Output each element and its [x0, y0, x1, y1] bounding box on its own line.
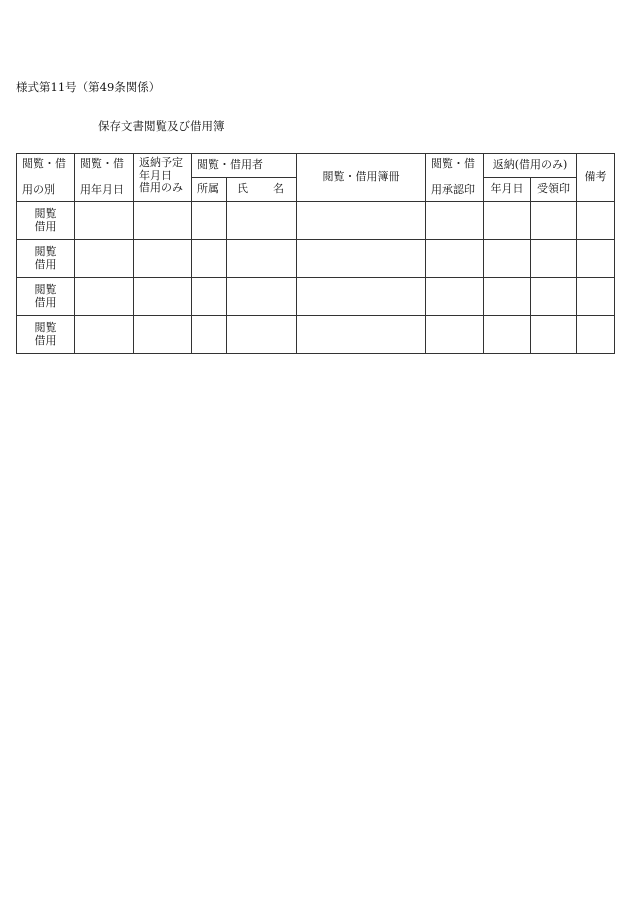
cell-name[interactable]: [227, 240, 297, 278]
table-row: [17, 240, 615, 278]
header-name: [227, 178, 297, 202]
form-number: 様式第11号（第49条関係）: [16, 80, 161, 94]
cell-name[interactable]: [227, 316, 297, 354]
header-due-line3: 借用のみ: [139, 181, 183, 194]
type-cell: [17, 316, 75, 354]
cell-remarks[interactable]: [577, 316, 615, 354]
cell-register[interactable]: [297, 278, 426, 316]
cell-due-date[interactable]: [134, 316, 192, 354]
type-view-label: 閲覧: [34, 245, 57, 259]
cell-affiliation[interactable]: [192, 202, 227, 240]
header-type-line2: 用の別: [22, 183, 55, 196]
cell-date[interactable]: [75, 240, 134, 278]
cell-affiliation[interactable]: [192, 316, 227, 354]
register-table: [16, 153, 615, 354]
cell-receipt-seal[interactable]: [531, 240, 577, 278]
cell-due-date[interactable]: [134, 240, 192, 278]
cell-affiliation[interactable]: [192, 278, 227, 316]
type-borrow-label: 借用: [34, 219, 57, 233]
cell-date[interactable]: [75, 278, 134, 316]
type-view-label: 閲覧: [34, 283, 57, 297]
type-cell: [17, 202, 75, 240]
header-borrower: 閲覧・借用者: [192, 154, 297, 178]
cell-name[interactable]: [227, 202, 297, 240]
cell-due-date[interactable]: [134, 278, 192, 316]
header-name-part2: 名: [273, 182, 284, 196]
header-name-part1: 氏: [237, 182, 248, 196]
cell-receipt-seal[interactable]: [531, 278, 577, 316]
table-row: [17, 316, 615, 354]
header-due-date: [134, 154, 192, 202]
type-cell: [17, 240, 75, 278]
cell-due-date[interactable]: [134, 202, 192, 240]
header-type: [17, 154, 75, 202]
header-date-line1: 閲覧・借: [80, 157, 124, 170]
cell-name[interactable]: [227, 278, 297, 316]
cell-register[interactable]: [297, 240, 426, 278]
cell-return-date[interactable]: [484, 278, 531, 316]
cell-approval-seal[interactable]: [426, 278, 484, 316]
header-return-date: 年月日: [484, 178, 531, 202]
header-receipt-seal: 受領印: [531, 178, 577, 202]
header-date-line2: 用年月日: [80, 183, 124, 196]
header-return: 返納(借用のみ): [484, 154, 577, 178]
type-borrow-label: 借用: [34, 295, 57, 309]
cell-date[interactable]: [75, 202, 134, 240]
type-cell: [17, 278, 75, 316]
cell-register[interactable]: [297, 316, 426, 354]
header-date: [75, 154, 134, 202]
table-row: [17, 202, 615, 240]
header-due-line1: 返納予定: [139, 156, 183, 169]
type-view-label: 閲覧: [34, 207, 57, 221]
cell-return-date[interactable]: [484, 240, 531, 278]
cell-receipt-seal[interactable]: [531, 202, 577, 240]
header-type-line1: 閲覧・借: [22, 157, 66, 170]
header-register: 閲覧・借用簿冊: [297, 154, 426, 202]
cell-approval-seal[interactable]: [426, 316, 484, 354]
cell-remarks[interactable]: [577, 278, 615, 316]
cell-approval-seal[interactable]: [426, 202, 484, 240]
cell-return-date[interactable]: [484, 316, 531, 354]
cell-return-date[interactable]: [484, 202, 531, 240]
header-remarks: 備考: [577, 154, 615, 202]
cell-date[interactable]: [75, 316, 134, 354]
type-borrow-label: 借用: [34, 257, 57, 271]
table-row: [17, 278, 615, 316]
type-borrow-label: 借用: [34, 333, 57, 347]
header-affiliation: 所属: [192, 178, 227, 202]
cell-remarks[interactable]: [577, 202, 615, 240]
document-title: 保存文書閲覧及び借用簿: [98, 119, 225, 133]
header-approval-line2: 用承認印: [431, 183, 475, 196]
cell-approval-seal[interactable]: [426, 240, 484, 278]
cell-register[interactable]: [297, 202, 426, 240]
header-row-top: [17, 154, 615, 178]
header-approval-line1: 閲覧・借: [431, 157, 475, 170]
cell-receipt-seal[interactable]: [531, 316, 577, 354]
cell-remarks[interactable]: [577, 240, 615, 278]
type-view-label: 閲覧: [34, 321, 57, 335]
header-due-line2: 年月日: [139, 168, 172, 182]
cell-affiliation[interactable]: [192, 240, 227, 278]
header-approval: [426, 154, 484, 202]
